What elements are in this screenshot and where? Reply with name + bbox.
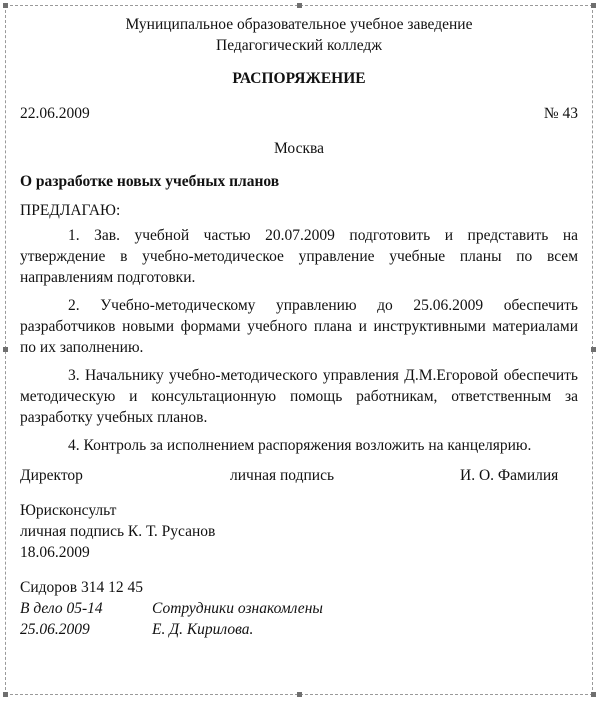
document-type: РАСПОРЯЖЕНИЕ bbox=[232, 70, 366, 87]
org-name-line1: Муниципальное образовательное учебное заведение bbox=[125, 16, 473, 33]
resize-handle-bottom-center[interactable] bbox=[297, 692, 302, 697]
footer-note-row-2 bbox=[20, 619, 578, 640]
approval-date: 18.06.2009 bbox=[20, 544, 90, 561]
footer-block bbox=[20, 577, 578, 640]
date-number-row bbox=[20, 103, 578, 124]
resize-handle-middle-right[interactable] bbox=[591, 347, 596, 352]
resize-handle-top-left[interactable] bbox=[3, 3, 8, 8]
signer-name: И. О. Фамилия bbox=[460, 467, 559, 484]
document-subject: О разработке новых учебных планов bbox=[20, 173, 280, 190]
org-name-line2: Педагогический колледж bbox=[216, 37, 382, 54]
paragraph-1: 1. Зав. учебной частью 20.07.2009 подготовить и представить на утверждение в учебно-методическое управление учебные планы по всем направлениям подготовки. bbox=[20, 227, 578, 286]
document-date: 22.06.2009 bbox=[20, 105, 90, 122]
resize-handle-bottom-left[interactable] bbox=[3, 692, 8, 697]
paragraph-2: 2. Учебно-методическому управлению до 25.06.2009 обеспечить разработчиков новыми формами учебного плана и инструктивными материалами по их заполнению. bbox=[20, 297, 578, 356]
directive-word: ПРЕДЛАГАЮ: bbox=[20, 202, 121, 219]
document-number: № 43 bbox=[543, 105, 578, 122]
signature-row bbox=[20, 465, 578, 486]
paragraph-3: 3. Начальнику учебно-методического управления Д.М.Егоровой обеспечить методическую и консультационную помощь работникам, ответственным за разработку учебных планов. bbox=[20, 367, 578, 426]
approval-block bbox=[20, 500, 578, 563]
acquainted-note: Сотрудники ознакомлены bbox=[152, 600, 323, 617]
footer-note-row-1 bbox=[20, 598, 578, 619]
file-note: В дело 05-14 bbox=[20, 600, 103, 617]
file-date: 25.06.2009 bbox=[20, 621, 90, 638]
signer-position: Директор bbox=[20, 467, 83, 484]
executor-line: Сидоров 314 12 45 bbox=[20, 579, 143, 596]
resize-handle-top-center[interactable] bbox=[297, 3, 302, 8]
resize-handle-bottom-right[interactable] bbox=[591, 692, 596, 697]
resize-handle-top-right[interactable] bbox=[591, 3, 596, 8]
signer-sign: личная подпись bbox=[230, 467, 335, 484]
acquainted-name: Е. Д. Кирилова. bbox=[152, 621, 254, 638]
approval-sign: личная подпись К. Т. Русанов bbox=[20, 523, 216, 540]
paragraph-4: 4. Контроль за исполнением распоряжения возложить на канцелярию. bbox=[68, 437, 532, 454]
approval-position: Юрисконсульт bbox=[20, 502, 117, 519]
document-body bbox=[20, 14, 578, 640]
resize-handle-middle-left[interactable] bbox=[3, 347, 8, 352]
document-city: Москва bbox=[274, 140, 324, 157]
